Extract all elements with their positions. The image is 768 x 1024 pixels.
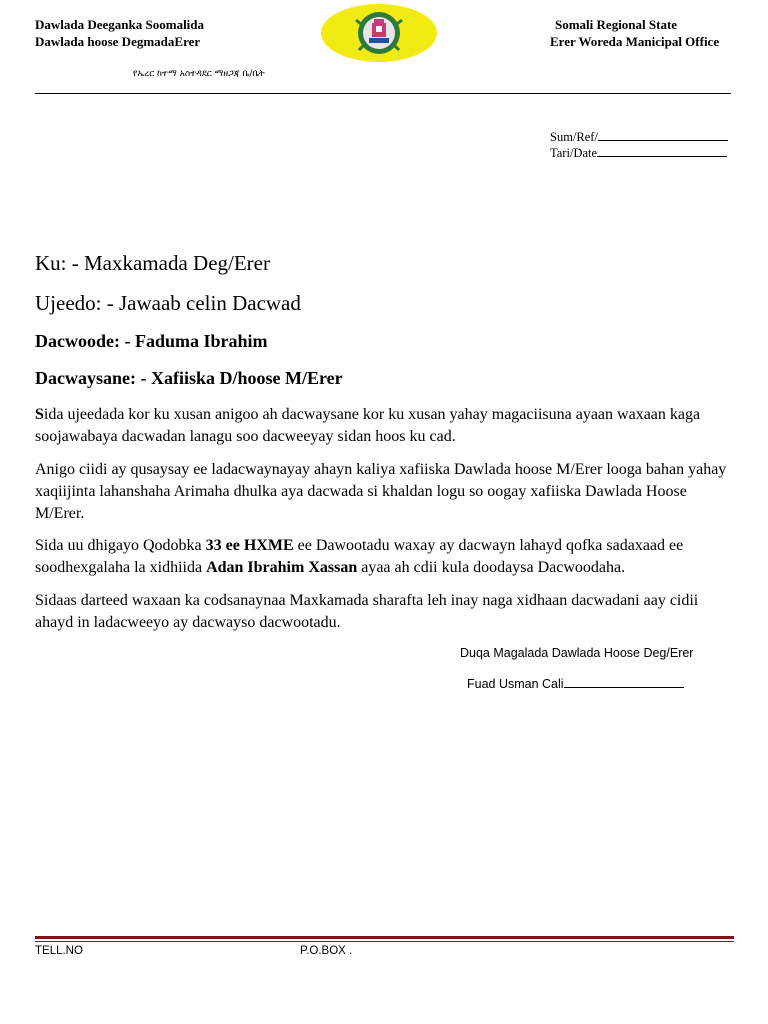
header-left-line2: Dawlada hoose DegmadaErer	[35, 34, 201, 49]
amharic-office-line: የኤረር ከተማ አስተዳደር ማዘጋጃ ቤ/ቤት	[133, 69, 265, 79]
letter-plaintiff: Dacwoode: - Faduma Ibrahim	[35, 331, 268, 351]
paragraph-3-text-e: ayaa ah cdii kula doodaysa Dacwoodaha.	[357, 559, 626, 576]
signature-name: Fuad Usman Cali	[467, 677, 564, 691]
ref-blank	[598, 129, 728, 141]
municipal-seal-logo	[321, 4, 437, 62]
paragraph-3-text-c: ee Dawootadu waxay ay dacwayn lahayd qofka sadaxaad ee soodhexgalaha la xidhiida	[35, 537, 684, 576]
paragraph-1-initial: S	[35, 406, 44, 423]
paragraph-3	[35, 535, 735, 579]
letter-defendant: Dacwaysane: - Xafiiska D/hoose M/Erer	[35, 368, 343, 388]
footer-tell: TELL.NO	[35, 945, 83, 957]
paragraph-3-party-name: Adan Ibrahim Xassan	[206, 559, 358, 576]
letter-subject: Ujeedo: - Jawaab celin Dacwad	[35, 291, 301, 315]
paragraph-1-text: ida ujeedada kor ku xusan anigoo ah dacwaysane kor ku xusan yahay magaciisuna ayaan waxaan kaga soojawabaya dacwadan lanagu soo dacweeyay sidan hoos ku cad.	[35, 406, 701, 445]
paragraph-3-text-a: Sida uu dhigayo Qodobka	[35, 537, 206, 554]
footer-pobox: P.O.BOX .	[300, 945, 353, 957]
signature-blank	[564, 676, 684, 688]
footer-rule-thin	[35, 941, 734, 942]
date-line	[550, 145, 727, 161]
ref-line	[550, 129, 728, 145]
footer-rule-thick	[35, 936, 734, 939]
paragraph-4: Sidaas darteed waxaan ka codsanaynaa Maxkamada sharafta leh inay naga xidhaan dacwadani aay cidii ahayd in ladacweeyo ay dacwayso dacwootadu.	[35, 592, 699, 631]
signature-line	[467, 676, 684, 691]
signature-title: Duqa Magalada Dawlada Hoose Deg/Erer	[460, 646, 694, 660]
ref-label: Sum/Ref/	[550, 130, 598, 144]
paragraph-1	[35, 404, 735, 448]
paragraph-2: Anigo ciidi ay qusaysay ee ladacwaynayay ahayn kaliya xafiiska Dawlada hoose M/Erer looga bahan yahay xaqiijinta lahanshaha Arimaha dhulka aya dacwada si khaldan logu so oogay xafiiska Dawlada Hoose M/Erer.	[35, 461, 727, 522]
letter-to: Ku: - Maxkamada Deg/Erer	[35, 251, 270, 275]
header-right-line1: Somali Regional State	[555, 17, 678, 32]
date-label: Tari/Date	[550, 146, 598, 160]
paragraph-3-article: 33 ee HXME	[205, 537, 294, 554]
header-right-line2: Erer Woreda Manicipal Office	[550, 34, 720, 49]
header-divider	[35, 93, 731, 94]
date-blank	[597, 145, 727, 157]
header-left-line1: Dawlada Deeganka Soomalida	[35, 17, 205, 32]
